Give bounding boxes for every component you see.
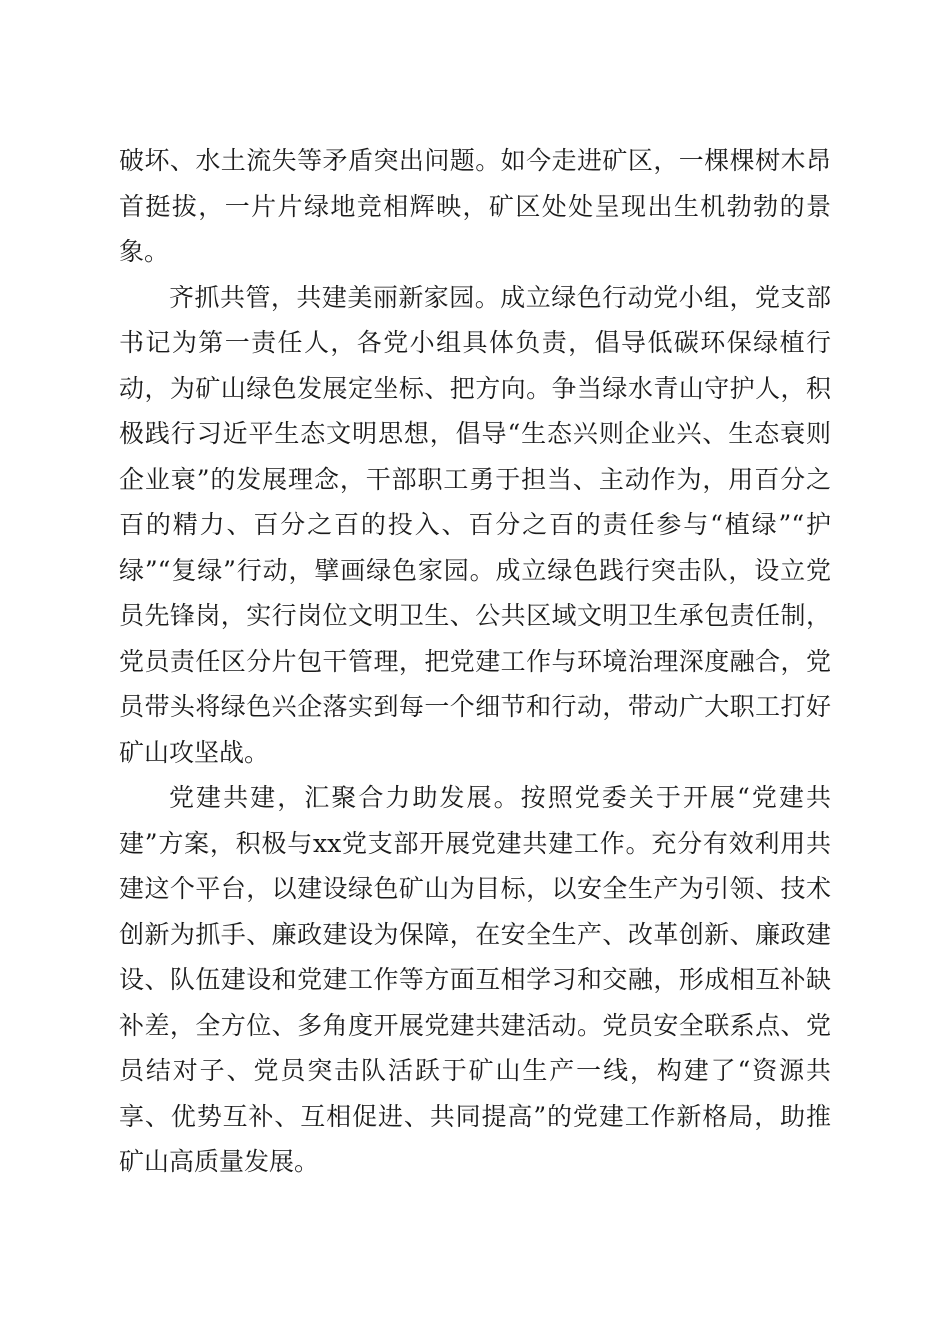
paragraph-party-building: 党建共建，汇聚合力助发展。按照党委关于开展“党建共建”方案，积极与xx党支部开展党建共建工作。充分有效利用共建这个平台，以建设绿色矿山为目标，以安全生产为引领、技术创新为抓手、廉政建设为保障，在安全生产、改革创新、廉政建设、队伍建设和党建工作等方面互相学习和交融，形成相互补缺补差，全方位、多角度开展党建共建活动。党员安全联系点、党员结对子、党员突击队活跃于矿山生产一线，构建了“资源共享、优势互补、互相促进、共同提高”的党建工作新格局，助推矿山高质量发展。: [119, 783, 831, 1176]
document-body: [119, 138, 831, 1185]
paragraph-continuation: 破坏、水土流失等矛盾突出问题。如今走进矿区，一棵棵树木昂首挺拔，一片片绿地竞相辉映，矿区处处呈现出生机勃勃的景象。: [119, 146, 831, 266]
paragraph-joint-management: 齐抓共管，共建美丽新家园。成立绿色行动党小组，党支部书记为第一责任人，各党小组具体负责，倡导低碳环保绿植行动，为矿山绿色发展定坐标、把方向。争当绿水青山守护人，积极践行习近平生态文明思想，倡导“生态兴则企业兴、生态衰则企业衰”的发展理念，干部职工勇于担当、主动作为，用百分之百的精力、百分之百的投入、百分之百的责任参与“植绿”“护绿”“复绿”行动，擘画绿色家园。成立绿色践行突击队，设立党员先锋岗，实行岗位文明卫生、公共区域文明卫生承包责任制，党员责任区分片包干管理，把党建工作与环境治理深度融合，党员带头将绿色兴企落实到每一个细节和行动，带动广大职工打好矿山攻坚战。: [119, 282, 831, 767]
